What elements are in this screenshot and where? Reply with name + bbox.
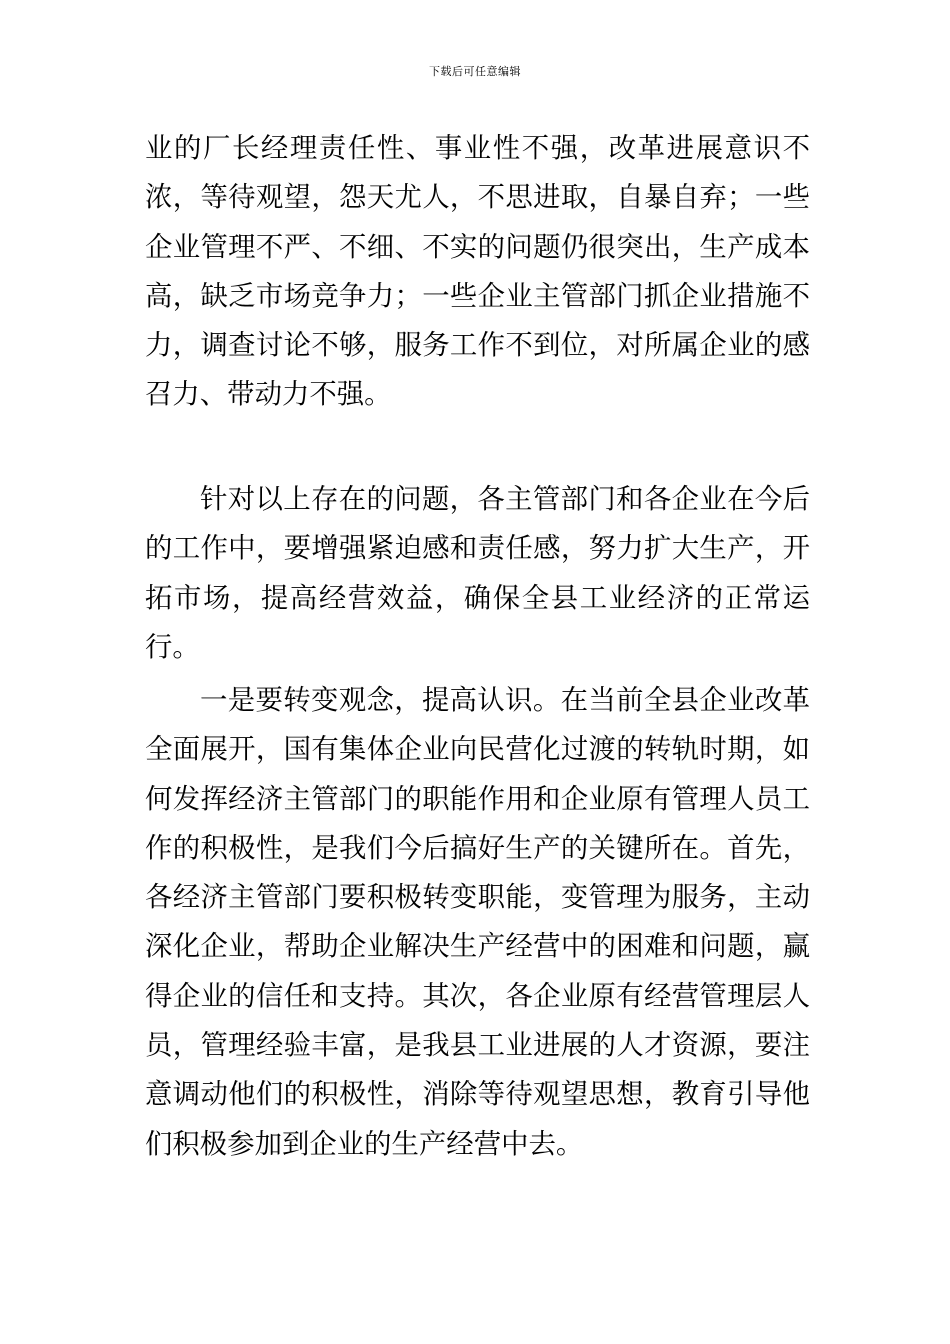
paragraph-problems-response: 针对以上存在的问题，各主管部门和各企业在今后的工作中，要增强紧迫感和责任感，努力扩大生产，开拓市场，提高经营效益，确保全县工业经济的正常运行。 <box>145 484 810 663</box>
page-header: 下载后可任意编辑 <box>429 65 521 78</box>
paragraph-continuation: 业的厂长经理责任性、事业性不强，改革进展意识不浓，等待观望，怨天尤人，不思进取，自暴自弃；一些企业管理不严、不细、不实的问题仍很突出，生产成本高，缺乏市场竞争力；一些企业主管部门抓企业措施不力，调查讨论不够，服务工作不到位，对所属企业的感召力、带动力不强。 <box>145 133 810 411</box>
paragraph-change-concepts: 一是要转变观念，提高认识。在当前全县企业改革全面展开，国有集体企业向民营化过渡的转轨时期，如何发挥经济主管部门的职能作用和企业原有管理人员工作的积极性，是我们今后搞好生产的关键所在。首先，各经济主管部门要积极转变职能，变管理为服务，主动深化企业，帮助企业解决生产经营中的困难和问题，赢得企业的信任和支持。其次，各企业原有经营管理层人员，管理经验丰富，是我县工业进展的人才资源，要注意调动他们的积极性，消除等待观望思想，教育引导他们积极参加到企业的生产经营中去。 <box>145 685 810 1160</box>
